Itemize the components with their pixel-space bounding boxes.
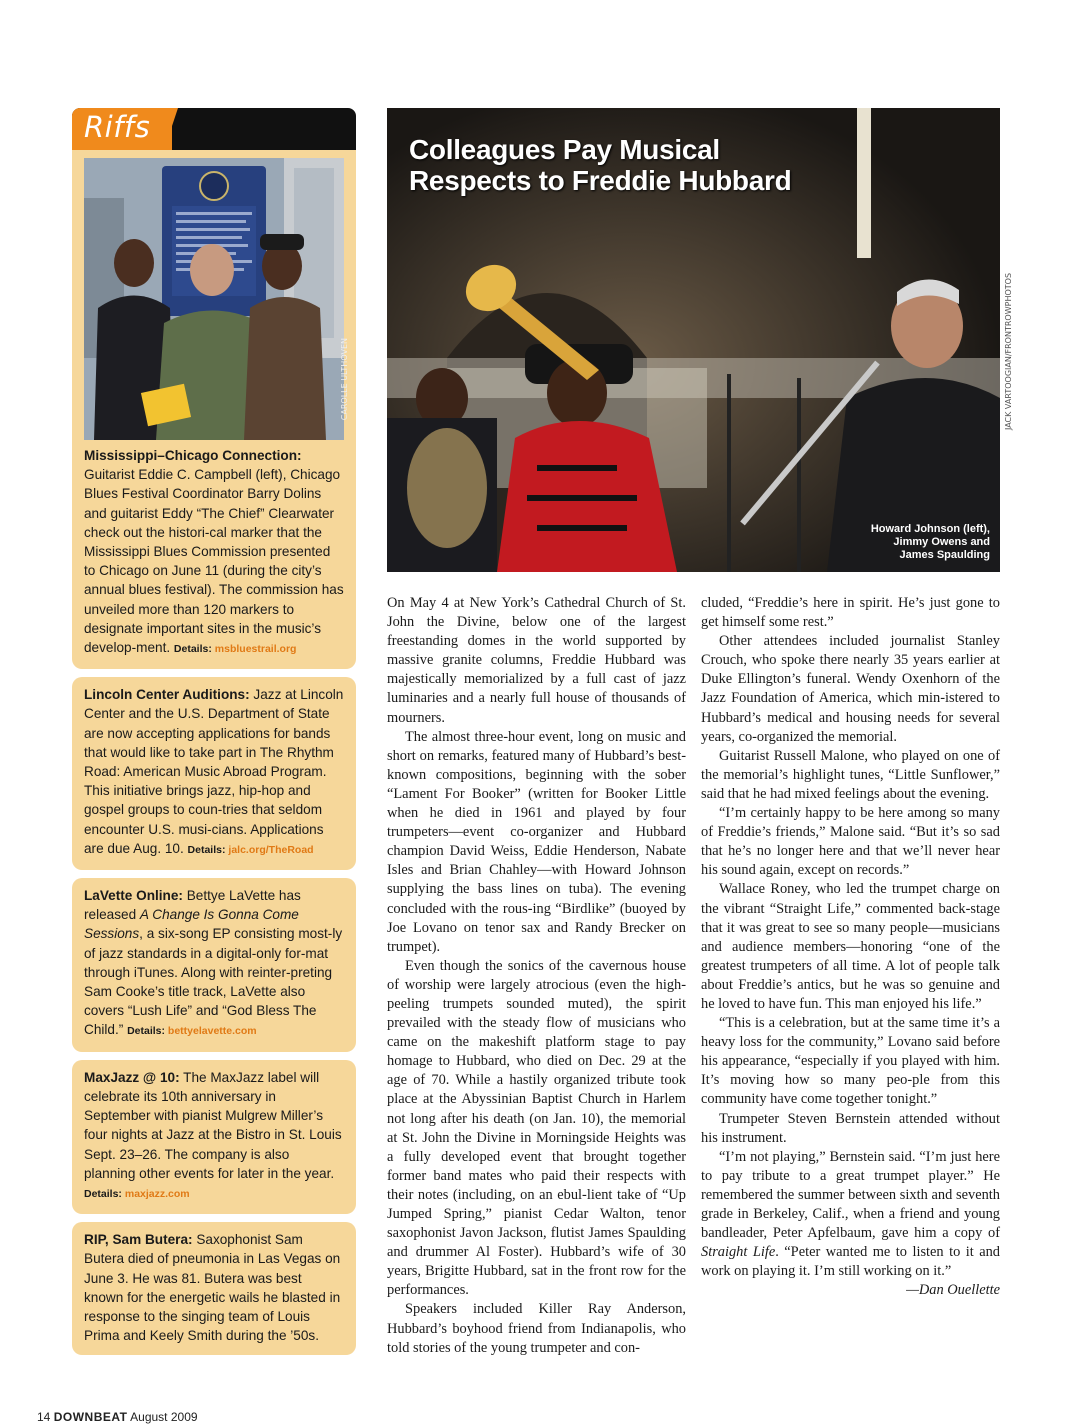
- article-paragraph: “I’m certainly happy to be here among so many of Freddie’s friends,” Malone said. “But it’s so sad that he’s no longer here and that we’ll never hear his sound again, except on records.”: [701, 805, 1000, 879]
- article-paragraph: [701, 1148, 1000, 1282]
- riff-headline: RIP, Sam Butera:: [84, 1232, 193, 1248]
- riff-body: The MaxJazz label will celebrate its 10th anniversary in September with pianist Mulgrew Miller’s four nights at Jazz at the Bistro in St. Louis Sept. 23–26. The company is also planning other events for later in the year.: [84, 1069, 342, 1181]
- riff-headline: Lincoln Center Auditions:: [84, 687, 250, 703]
- photo-credit-small: CAROLLE ULTHOVEN: [340, 338, 349, 421]
- blues-marker-photo: [84, 158, 349, 440]
- page-number: 14: [37, 1410, 51, 1424]
- blues-marker-illustration: [84, 158, 344, 440]
- riff-details-link[interactable]: maxjazz.com: [124, 1187, 190, 1200]
- article-paragraph: cluded, “Freddie’s here in spirit. He’s just gone to get himself some rest.”: [701, 595, 1000, 631]
- hero-photo-credit: JACK VARTOOGIAN/FRONTROWPHOTOS: [1004, 272, 1013, 430]
- riff-details-link[interactable]: msbluestrail.org: [214, 643, 297, 656]
- album-title: Straight Life: [701, 1244, 776, 1261]
- riffs-header: [72, 108, 356, 150]
- article-paragraph: Trumpeter Steven Bernstein attended without his instrument.: [701, 1110, 1000, 1146]
- article-paragraph: Even though the sonics of the cavernous house of worship were largely atrocious (even the high-peeling trumpets sounded muted), the spirit prevailed with the steady flow of musicians who came on the makeshift platform stage to pay homage to Hubbard, who died on Dec. 29 at the age of 70. While a hastily organized tribute took place at the Abyssinian Baptist Church in Harlem not long after his death (on Jan. 10), the memorial at St. John the Divine in Morningside Heights was a fully developed event that brought together former band mates who paid their respects with their notes (including, on an ebul-lient take of “Up Jumped Spring,” pianist Cedar Walton, tenor saxophonist Javon Jackson, flutist James Spaulding and drummer Al Foster). Hubbard’s wife of 30 years, Brigitte Hubbard, sat in the front row for the performances.: [387, 957, 686, 1299]
- riff-body: Bettye LaVette has released: [84, 888, 301, 923]
- author-byline: —Dan Ouellette: [906, 1282, 1000, 1299]
- riff-headline: LaVette Online:: [84, 888, 183, 904]
- riff-details-label: Details:: [187, 843, 229, 856]
- riff-body: Saxophonist Sam Butera died of pneumonia in Las Vegas on June 3. He was 81. Butera was best known for the energetic wails he blasted in response to the singing team of Louis Prima and Keely Smith during the ’50s.: [84, 1232, 341, 1344]
- riff-details-link[interactable]: bettyelavette.com: [167, 1025, 257, 1038]
- riff-item: [72, 677, 356, 870]
- riff-headline: MaxJazz @ 10:: [84, 1069, 180, 1085]
- paragraph-text: . “Peter wanted me to listen to it and work on playing it. I’m still working on it.”: [701, 1244, 1000, 1280]
- article-paragraph: “This is a celebration, but at the same time it’s a heavy loss for the community,” Lovano said before his appearance, “especially if you played with him. It’s moving how so many peo-ple from this community have come together tonight.”: [701, 1015, 1000, 1108]
- riff-details-label: Details:: [173, 643, 215, 656]
- article-paragraph: Guitarist Russell Malone, who played on one of the memorial’s highlight tunes, “Little Sunflower,” said that he had mixed feelings about the evening.: [701, 747, 1000, 802]
- riff-body: Guitarist Eddie C. Campbell (left), Chicago Blues Festival Coordinator Barry Dolins and guitarist Eddy “The Chief” Clearwater check out the histori-cal marker that the Mississippi Blues Commission presented to Chicago on June 11 (during the city’s annual blues festival). The commission has unveiled more than 120 markers to designate important sites in the music’s develop-ment.: [84, 467, 344, 656]
- riffs-section-title: Riffs: [84, 110, 151, 144]
- article-column-1: [387, 594, 686, 1358]
- hero-photo: [387, 108, 1000, 572]
- article-paragraph: The almost three-hour event, long on music and short on remarks, featured many of Hubbard’s best-known compositions, beginning with the sober “Lament For Booker” (written for Booker Little when he died in 1961 and played by four trumpeters—event co-organizer and Hubbard champion David Weiss, Eddie Henderson, Nabate Isles and Brian Chahley—with Howard Johnson supplying the bass lines on tuba). The evening concluded with the rous-ing “Birdlike” (buoyed by Joe Lovano on tenor sax and Randy Brecker on trumpet).: [387, 728, 686, 955]
- issue-date: August 2009: [130, 1410, 198, 1424]
- headline-line-2: Respects to Freddie Hubbard: [409, 165, 792, 196]
- riff-item: [72, 1222, 356, 1355]
- article-paragraph: Speakers included Killer Ray Anderson, Hubbard’s boyhood friend from Indianapolis, who told stories of the young trumpeter and con-: [387, 1301, 686, 1356]
- photo-caption: Howard Johnson (left), Jimmy Owens and James Spaulding: [870, 523, 990, 561]
- riff-details-label: Details:: [84, 1187, 125, 1200]
- headline-line-1: Colleagues Pay Musical: [409, 134, 720, 165]
- riff-details-label: Details:: [127, 1025, 168, 1038]
- riff-item: [72, 440, 356, 669]
- riff-item: [72, 878, 356, 1052]
- riff-body: Jazz at Lincoln Center and the U.S. Department of State are now accepting applications for bands that would like to take part in The Rhythm Road: American Music Abroad Program. This initiative brings jazz, hip-hop and gospel groups to coun-tries that seldom encounter U.S. musi-cians. Applications are due Aug. 10.: [84, 687, 344, 856]
- article-headline: [409, 134, 791, 196]
- article-column-2: [701, 594, 1000, 1300]
- paragraph-text: “I’m not playing,” Bernstein said. “I’m just here to pay tribute to a great trumpet player.” He remembered the summer between sixth and seventh grade in Berkeley, Calif., when a friend and young bandleader, Peter Apfelbaum, gave him a copy of: [701, 1148, 1000, 1242]
- riffs-tab-notch: [164, 108, 178, 150]
- riff-details-link[interactable]: jalc.org/TheRoad: [228, 843, 314, 856]
- page-footer: [37, 1410, 198, 1424]
- riffs-photo-frame: [72, 150, 356, 440]
- magazine-brand: DOWNBEAT: [53, 1410, 128, 1424]
- article-paragraph: Other attendees included journalist Stanley Crouch, who spoke there nearly 35 years earlier at Duke Ellington’s funeral. Wendy Oxenhorn of the Jazz Foundation of America, which min-istered to Hubbard’s medical and housing needs for several years, co-organized the memorial.: [701, 633, 1000, 745]
- riff-body-title: A Change Is Gonna Come Sessions: [84, 907, 299, 942]
- riff-item: [72, 1060, 356, 1214]
- riff-headline: Mississippi–Chicago Connection:: [84, 448, 302, 463]
- riff-body: , a six-song EP consisting most-ly of jazz standards in a digital-only for-mat through iTunes. Along with reinter-preting Sam Cooke’s title track, LaVette also covers “Lush Life” and “God Bless The Child.”: [84, 926, 343, 1038]
- riffs-sidebar: [72, 108, 356, 1355]
- article-paragraph: Wallace Roney, who led the trumpet charge on the vibrant “Straight Life,” commented back-stage that it was great to see so many people—musicians and audience members—honoring “one of the greatest trumpeters of all time. A lot of people talk about Freddie’s antics, but he was so genuine and he loved to have fun. This man enjoyed his life.”: [701, 881, 1000, 1012]
- article-paragraph: On May 4 at New York’s Cathedral Church of St. John the Divine, below one of the largest freestanding domes in the world supported by massive granite columns, Freddie Hubbard was majestically memorialized by a full cast of jazz luminaries and a nearly full house of thousands of mourners.: [387, 595, 686, 726]
